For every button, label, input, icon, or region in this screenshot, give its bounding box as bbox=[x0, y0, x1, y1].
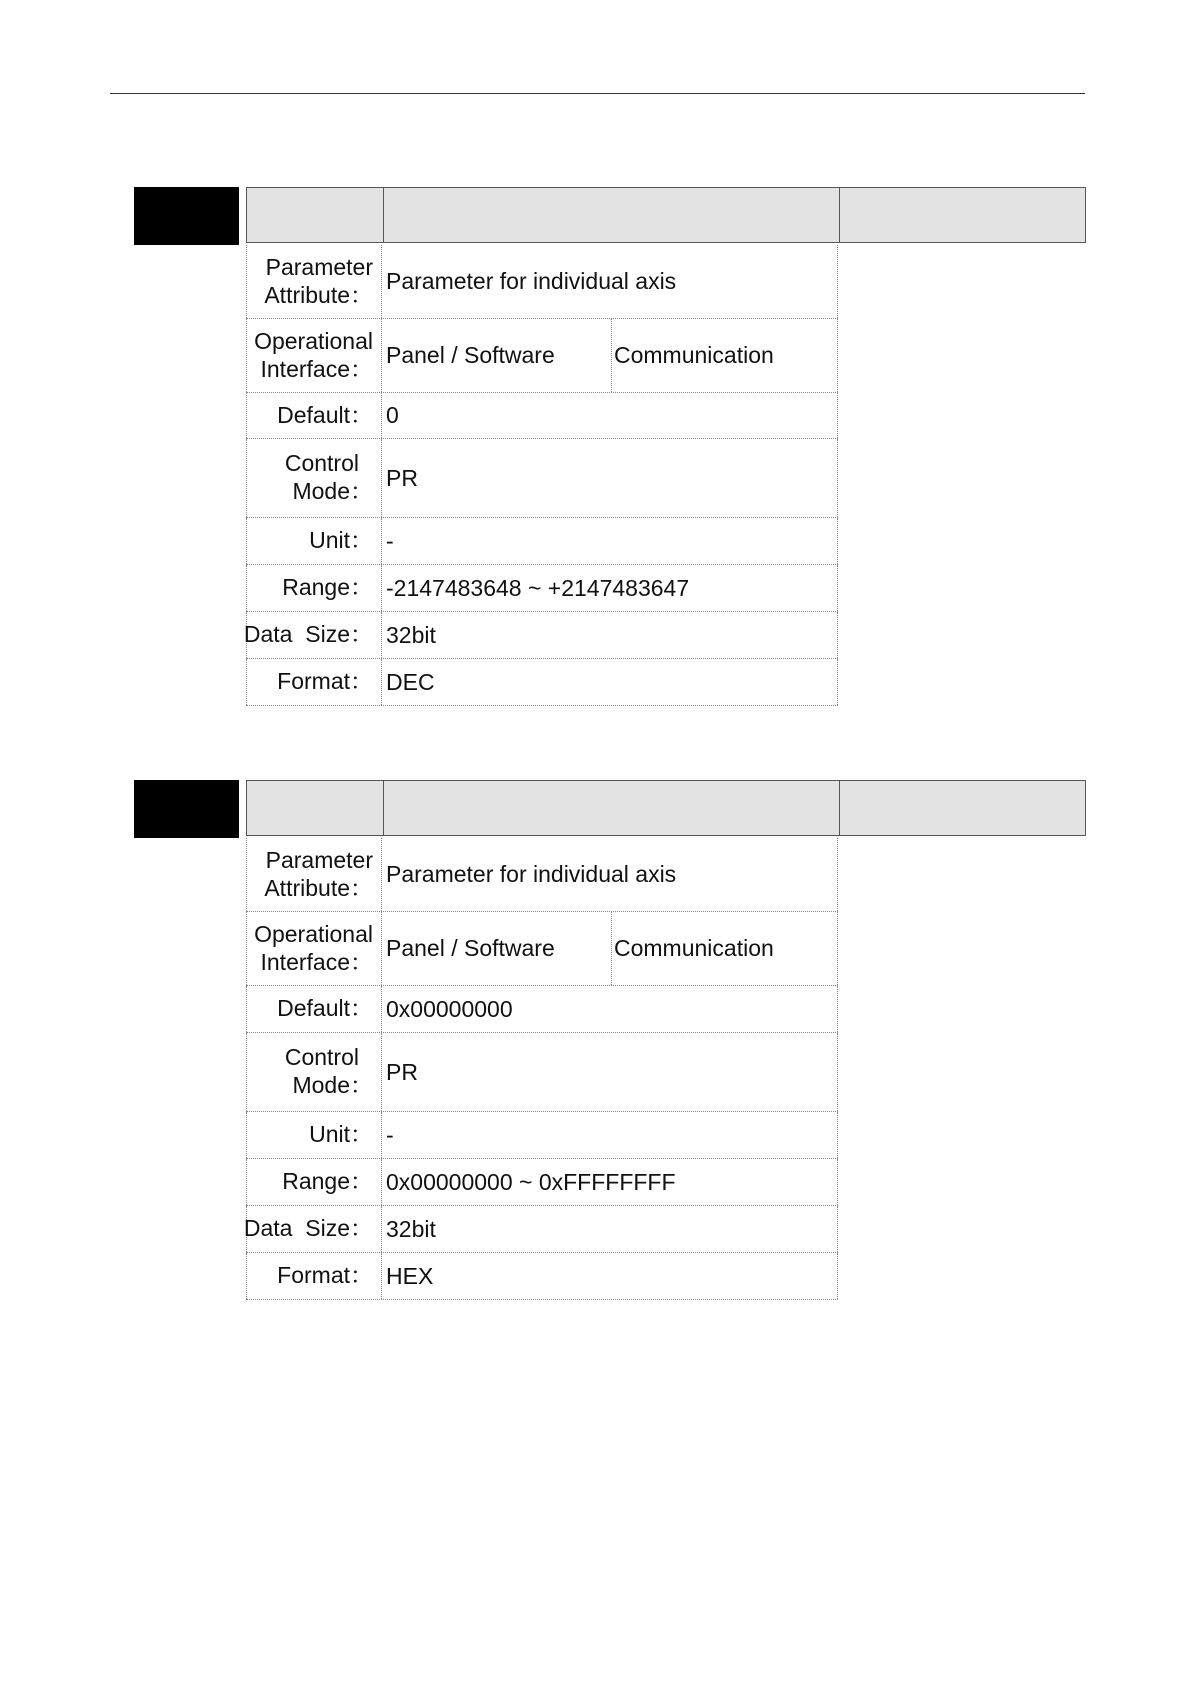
header-rule bbox=[110, 93, 1085, 94]
row-value: HEX bbox=[384, 1253, 838, 1299]
row-value: 0x00000000 bbox=[384, 986, 838, 1032]
row-data-size bbox=[243, 612, 838, 659]
row-label: Operational Interface： bbox=[246, 319, 382, 392]
row-value: 0 bbox=[384, 393, 838, 438]
row-default bbox=[246, 986, 838, 1033]
parameter-code-tab bbox=[134, 187, 239, 245]
row-label: Unit： bbox=[246, 518, 382, 564]
row-unit bbox=[246, 1112, 838, 1159]
row-control-mode bbox=[246, 1033, 838, 1112]
row-value: - bbox=[384, 518, 838, 564]
row-operational-interface bbox=[246, 912, 838, 986]
parameter-header-bar bbox=[246, 187, 1086, 243]
row-value: Parameter for individual axis bbox=[384, 245, 838, 318]
row-label: Operational Interface： bbox=[246, 912, 382, 985]
row-value: 32bit bbox=[384, 1206, 838, 1252]
row-default bbox=[246, 393, 838, 439]
row-control-mode bbox=[246, 439, 838, 518]
row-label: Range： bbox=[246, 1159, 382, 1205]
row-label: Default： bbox=[246, 393, 382, 438]
row-value bbox=[384, 912, 838, 985]
row-label: Unit： bbox=[246, 1112, 382, 1158]
row-label: Format： bbox=[246, 1253, 382, 1299]
row-range bbox=[246, 565, 838, 612]
interface-communication: Communication bbox=[614, 935, 774, 961]
row-value: - bbox=[384, 1112, 838, 1158]
row-parameter-attribute bbox=[246, 245, 838, 319]
row-unit bbox=[246, 518, 838, 565]
row-value: 32bit bbox=[384, 612, 838, 658]
row-label: Range： bbox=[246, 565, 382, 611]
parameter-header-bar bbox=[246, 780, 1086, 836]
row-format bbox=[246, 1253, 838, 1300]
row-value: Parameter for individual axis bbox=[384, 838, 838, 911]
row-label: Control Mode： bbox=[246, 439, 382, 517]
row-label: Parameter Attribute： bbox=[246, 245, 382, 318]
row-data-size bbox=[243, 1206, 838, 1253]
row-label: Data Size： bbox=[246, 612, 382, 658]
row-label: Data Size： bbox=[246, 1206, 382, 1252]
row-value bbox=[384, 319, 838, 392]
interface-panel-software: Panel / Software bbox=[384, 319, 612, 392]
row-operational-interface bbox=[246, 319, 838, 393]
parameter-code-tab bbox=[134, 780, 239, 838]
row-value: PR bbox=[384, 439, 838, 517]
row-range bbox=[246, 1159, 838, 1206]
interface-panel-software: Panel / Software bbox=[384, 912, 612, 985]
row-parameter-attribute bbox=[246, 838, 838, 912]
row-value: -2147483648 ~ +2147483647 bbox=[384, 565, 838, 611]
row-format bbox=[246, 659, 838, 706]
row-label: Default： bbox=[246, 986, 382, 1032]
row-label: Control Mode： bbox=[246, 1033, 382, 1111]
row-label: Parameter Attribute： bbox=[246, 838, 382, 911]
row-value: 0x00000000 ~ 0xFFFFFFFF bbox=[384, 1159, 838, 1205]
row-value: PR bbox=[384, 1033, 838, 1111]
row-label: Format： bbox=[246, 659, 382, 705]
interface-communication: Communication bbox=[614, 342, 774, 368]
row-value: DEC bbox=[384, 659, 838, 705]
